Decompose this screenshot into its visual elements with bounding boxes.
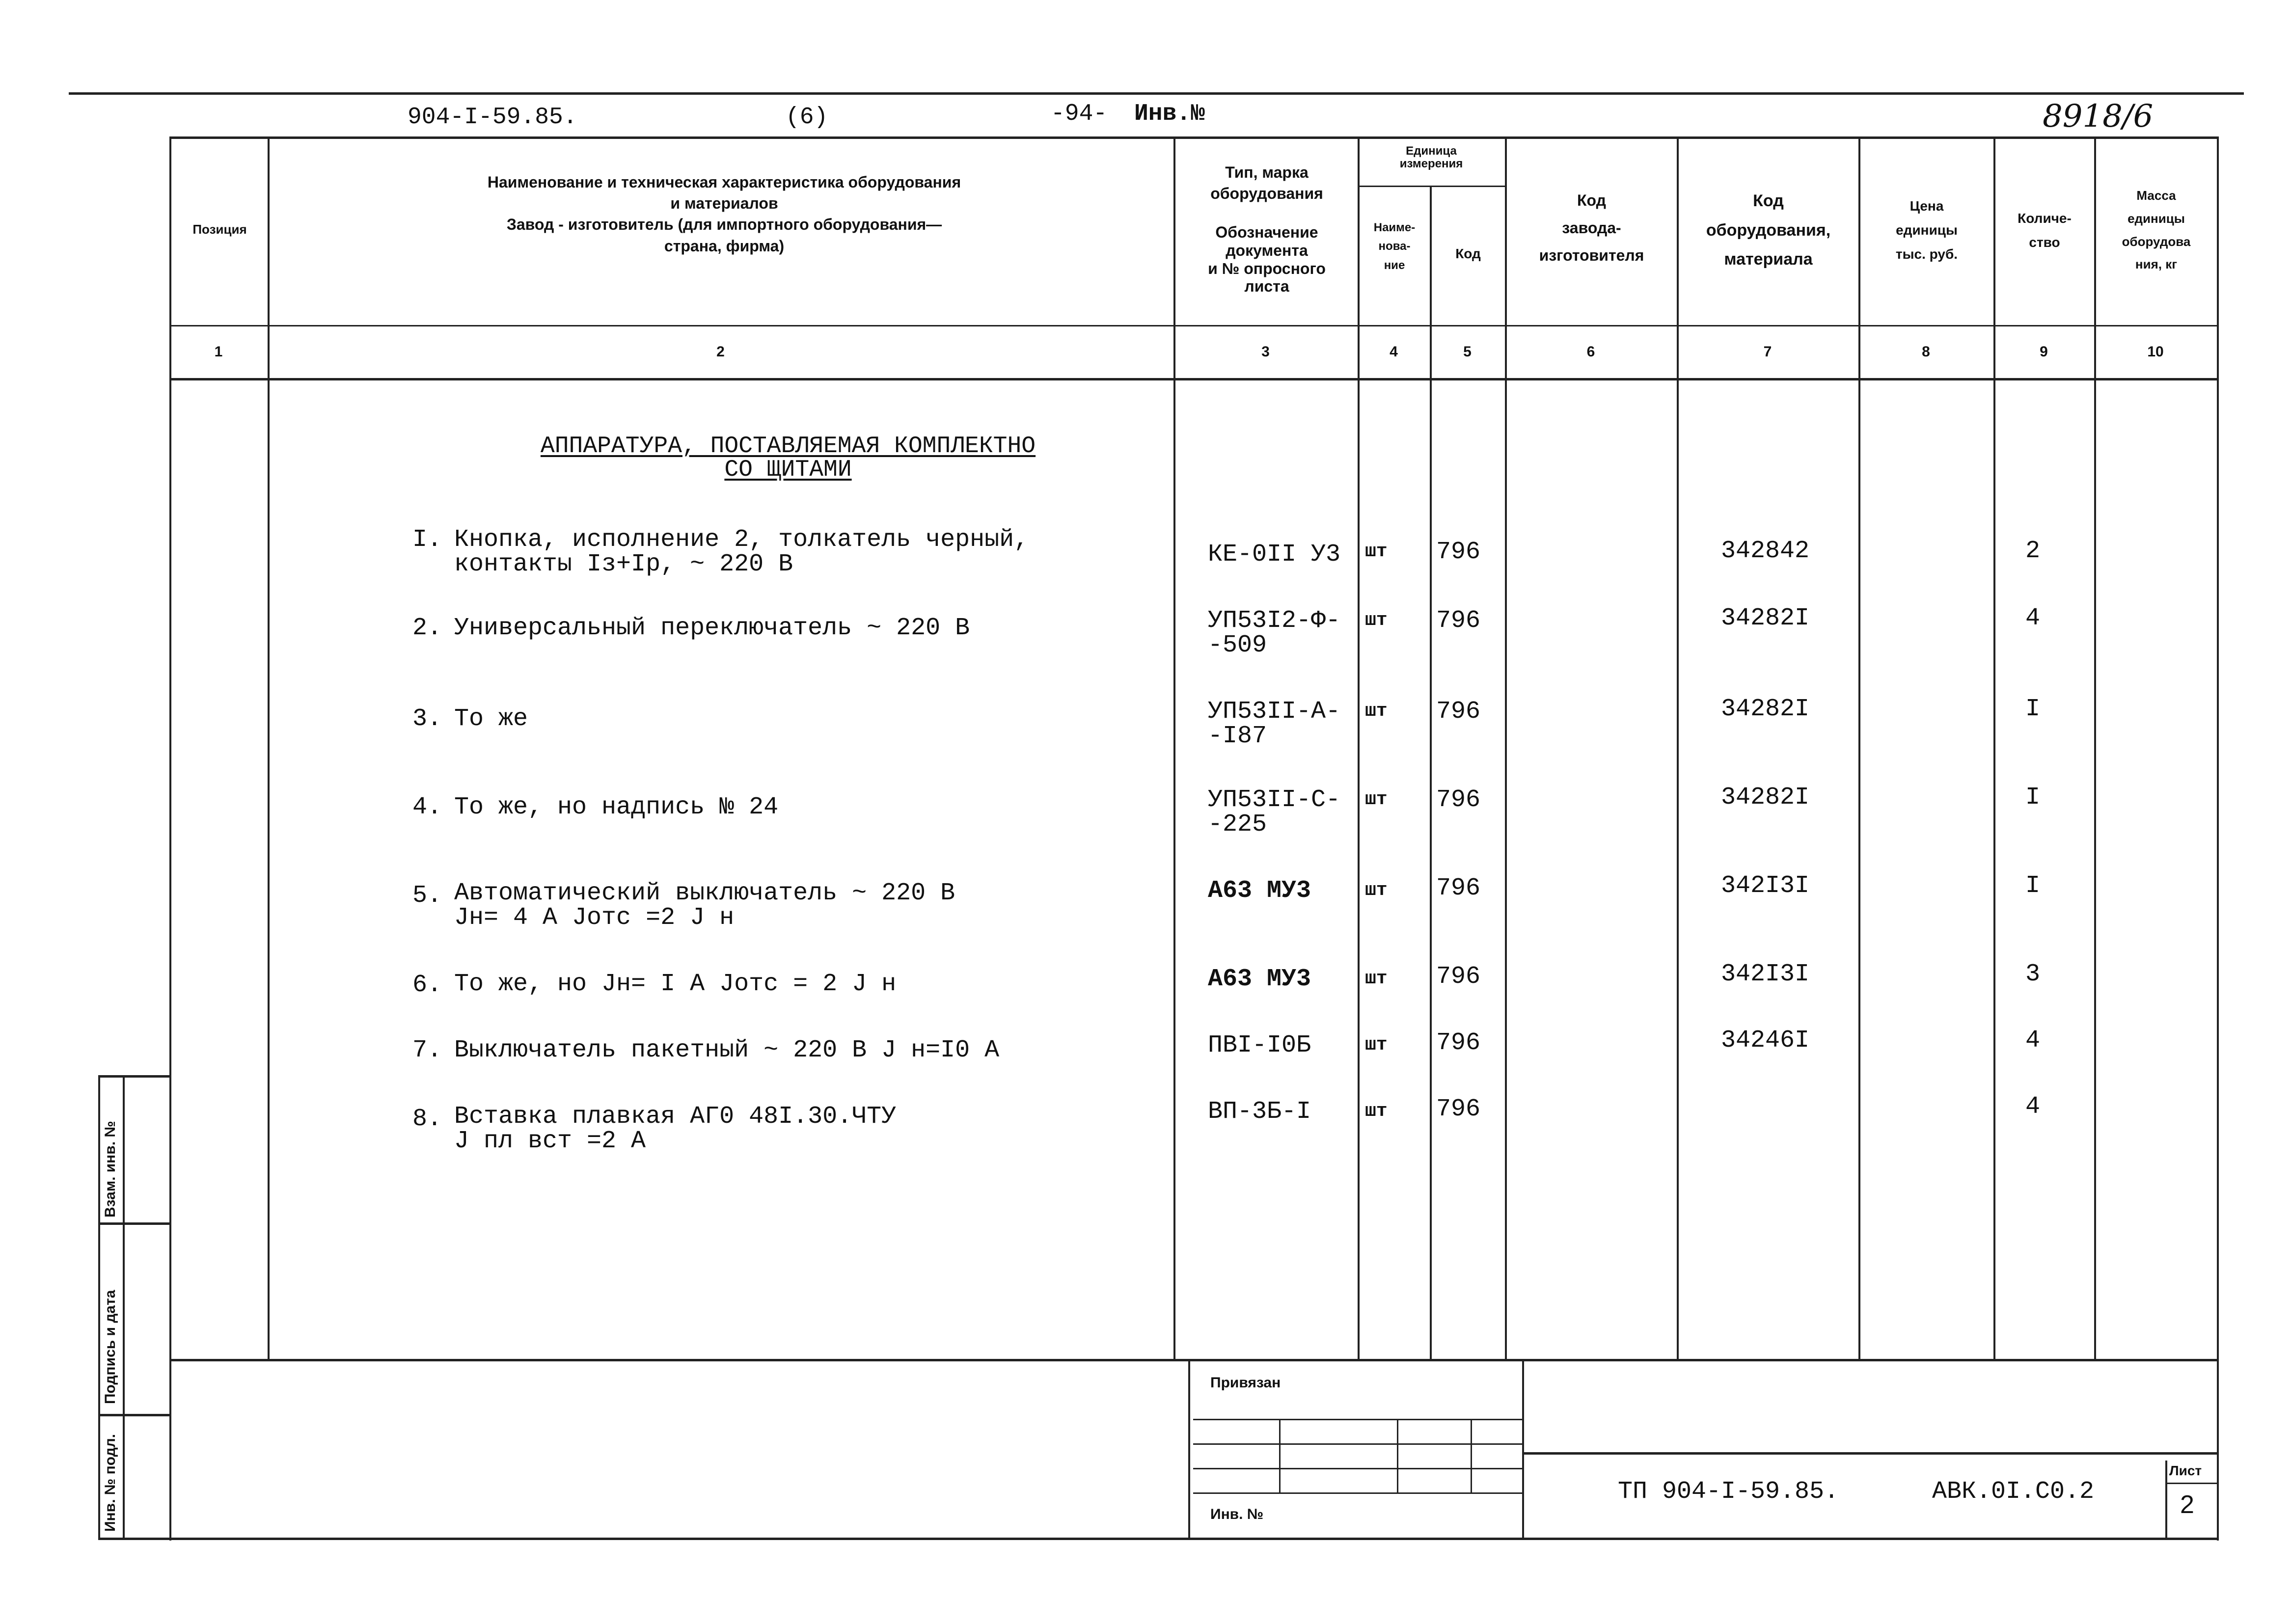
row-qty: 4	[2025, 1027, 2041, 1055]
footer-left-divider	[1188, 1359, 1190, 1538]
col-divider-4	[1430, 186, 1432, 1359]
table-right-border	[2217, 136, 2219, 1541]
row-number: 2.	[412, 614, 442, 642]
stamp-grid-line	[1279, 1419, 1281, 1492]
col-number: 7	[1763, 344, 1772, 360]
numbers-divider	[169, 378, 2217, 380]
col-number: 8	[1922, 344, 1930, 360]
side-stamp-replace-inv: Взам. инв. №	[102, 1121, 118, 1218]
side-strip-line	[98, 1222, 169, 1225]
header-mass: Масса единицы оборудова ния, кг	[2122, 188, 2191, 272]
row-type: А63 МУ3	[1208, 965, 1311, 993]
row-type: УП53II-С- -225	[1208, 786, 1341, 839]
col-divider-6	[1677, 136, 1679, 1359]
row-type: ВП-3Б-I	[1208, 1098, 1311, 1126]
col-number: 6	[1586, 344, 1595, 360]
row-description: То же, но надпись № 24	[454, 793, 779, 821]
col-divider-7	[1858, 136, 1860, 1359]
sheet-box-divider	[2165, 1483, 2217, 1484]
row-unit: шт	[1365, 1034, 1388, 1056]
row-unit-code: 796	[1436, 963, 1481, 991]
stamp-grid-line	[1397, 1419, 1398, 1492]
col-number: 5	[1463, 344, 1472, 360]
row-number: 8.	[412, 1105, 442, 1133]
row-type: УП53I2-Ф- -509	[1208, 607, 1341, 659]
row-unit: шт	[1365, 1101, 1388, 1122]
row-number: 4.	[412, 793, 442, 821]
col-divider-5	[1505, 136, 1507, 1359]
stamp-grid-line	[1193, 1492, 1522, 1494]
doc-code: 904-I-59.85.	[408, 104, 577, 131]
col-divider-8	[1993, 136, 1995, 1359]
row-equip-code: 342I3I	[1721, 960, 1810, 988]
sheet-paren: (6)	[786, 104, 828, 131]
header-unit-code: Код	[1455, 246, 1481, 261]
page-mark: -94-	[1051, 101, 1108, 127]
stamp-grid-line	[1193, 1468, 1522, 1469]
row-number: 6.	[412, 971, 442, 999]
row-unit-code: 796	[1436, 1095, 1481, 1123]
row-type: КЕ-0II У3	[1208, 541, 1341, 568]
row-unit-code: 796	[1436, 538, 1481, 566]
attached-label: Привязан	[1210, 1375, 1281, 1391]
header-unit-group: Единица измерения	[1399, 144, 1463, 171]
doc-designation: ТП 904-I-59.85.	[1618, 1478, 1839, 1506]
row-type: УП53II-А- -I87	[1208, 698, 1341, 750]
row-equip-code: 34282I	[1721, 604, 1810, 632]
header-unit-name: Наиме- нова- ние	[1373, 221, 1416, 272]
row-equip-code: 34282I	[1721, 695, 1810, 723]
row-unit: шт	[1365, 789, 1388, 810]
sheet-label: Лист	[2169, 1463, 2202, 1478]
row-qty: 4	[2025, 1093, 2041, 1121]
col-number: 9	[2040, 344, 2048, 360]
row-equip-code: 342842	[1721, 537, 1810, 565]
footer-top-border	[169, 1359, 2217, 1361]
stamp-grid-line	[1193, 1443, 1522, 1445]
row-qty: 4	[2025, 604, 2041, 632]
row-unit-code: 796	[1436, 698, 1481, 726]
row-equip-code: 34282I	[1721, 784, 1810, 812]
col-divider-9	[2094, 136, 2096, 1359]
inv-label: Инв.№	[1134, 101, 1205, 127]
row-unit: шт	[1365, 880, 1388, 901]
col-number: 1	[214, 344, 223, 360]
side-stamp-signature-date: Подпись и дата	[102, 1290, 118, 1404]
row-equip-code: 342I3I	[1721, 872, 1810, 900]
row-type: ПВI-I0Б	[1208, 1031, 1311, 1059]
side-strip-line	[98, 1414, 169, 1416]
sheet-code: АВК.0I.С0.2	[1932, 1478, 2095, 1506]
row-unit: шт	[1365, 541, 1388, 562]
row-unit: шт	[1365, 610, 1388, 631]
row-description: Выключатель пакетный ~ 220 В Ј н=I0 А	[454, 1036, 1000, 1064]
row-number: 3.	[412, 705, 442, 733]
header-position: Позиция	[192, 222, 247, 237]
header-qty: Количе- ство	[2018, 211, 2072, 250]
title-block-divider	[1522, 1452, 2217, 1455]
col-number: 4	[1390, 344, 1398, 360]
row-equip-code: 34246I	[1721, 1027, 1810, 1055]
header-equip-code: Код оборудования, материала	[1706, 191, 1831, 269]
col-divider-2	[1173, 136, 1175, 1359]
row-qty: 3	[2025, 960, 2041, 988]
col-number: 3	[1261, 344, 1270, 360]
row-description: То же, но Јн= I А Јотс = 2 Ј н	[454, 970, 897, 998]
sheet-number: 2	[2180, 1490, 2194, 1519]
row-number: I.	[412, 526, 442, 554]
handwritten-code: 8918/6	[2043, 98, 2154, 135]
row-unit-code: 796	[1436, 786, 1481, 814]
col-number: 2	[716, 344, 725, 360]
col-divider-3	[1358, 136, 1360, 1359]
row-description: Кнопка, исполнение 2, толкатель черный, контакты Iз+Iр, ~ 220 В	[454, 526, 1029, 578]
header-doc: Обозначение документа и № опросного листа	[1208, 223, 1326, 296]
row-description: Универсальный переключатель ~ 220 В	[454, 614, 970, 642]
stamp-grid-line	[1471, 1419, 1472, 1492]
header-type: Тип, марка оборудования	[1210, 163, 1323, 203]
side-strip-line	[98, 1075, 169, 1078]
header-price: Цена единицы тыс. руб.	[1895, 198, 1958, 262]
sheet-box-left	[2165, 1461, 2167, 1538]
row-qty: I	[2025, 784, 2041, 812]
row-description: То же	[454, 705, 528, 733]
header-factory-code: Код завода- изготовителя	[1539, 191, 1644, 264]
header-name: Наименование и техническая характеристика оборудования и материалов Завод - изготовитель (для импортного оборудования— страна, фирма)	[487, 173, 961, 255]
bottom-frame-line	[98, 1538, 2218, 1540]
row-qty: 2	[2025, 537, 2041, 565]
inv-no-label: Инв. №	[1210, 1506, 1264, 1522]
row-unit-code: 796	[1436, 1029, 1481, 1057]
table-top-border	[169, 136, 2217, 139]
row-type: А63 МУ3	[1208, 877, 1311, 905]
row-number: 5.	[412, 882, 442, 910]
row-unit-code: 796	[1436, 874, 1481, 902]
row-description: Автоматический выключатель ~ 220 В Јн= 4 А Јотс =2 Ј н	[454, 879, 955, 932]
row-unit-code: 796	[1436, 607, 1481, 635]
row-unit: шт	[1365, 968, 1388, 989]
footer-right-divider	[1522, 1359, 1524, 1538]
row-qty: I	[2025, 695, 2041, 723]
top-frame-line	[69, 92, 2244, 95]
header-divider	[169, 325, 2217, 326]
section-title: АППАРАТУРА, ПОСТАВЛЯЕМАЯ КОМПЛЕКТНО СО ЩИТАМИ	[540, 433, 1036, 483]
row-qty: I	[2025, 872, 2041, 900]
row-number: 7.	[412, 1036, 442, 1064]
row-unit: шт	[1365, 701, 1388, 722]
col-number: 10	[2147, 344, 2164, 360]
stamp-grid-line	[1193, 1419, 1522, 1420]
row-description: Вставка плавкая АГ0 48I.30.ЧТУ Ј пл вст =2 А	[454, 1103, 897, 1155]
side-strip-mid	[123, 1075, 125, 1538]
side-stamp-inv-original: Инв. № подл.	[102, 1434, 118, 1532]
side-strip-left	[98, 1075, 100, 1538]
col-divider-1	[268, 136, 270, 1359]
